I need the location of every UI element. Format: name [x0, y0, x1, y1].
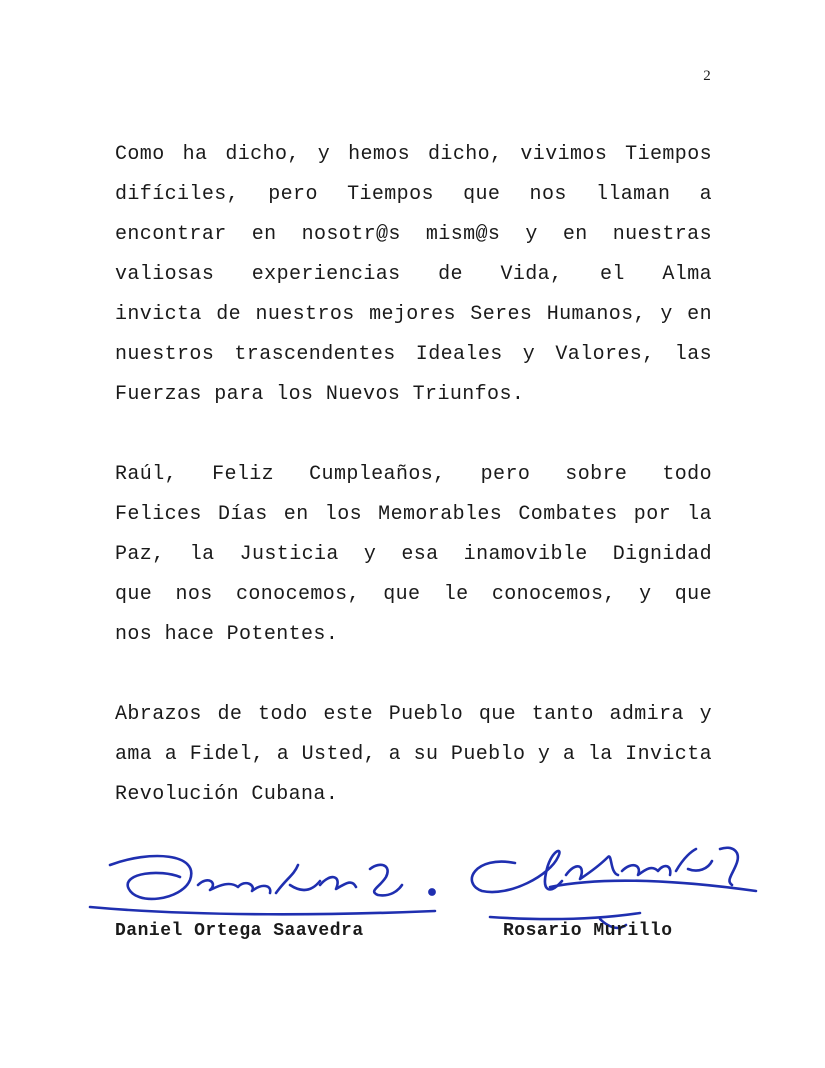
text-line: nuestros trascendentes Ideales y Valores, las [115, 343, 712, 366]
paragraph-2 [115, 455, 712, 655]
text-line: invicta de nuestros mejores Seres Humanos, y en [115, 303, 712, 326]
text-line: encontrar en nosotr@s mism@s y en nuestras [115, 223, 712, 246]
text-line: Felices Días en los Memorables Combates por la [115, 503, 712, 526]
paragraph-3 [115, 695, 712, 815]
text-line: Revolución Cubana. [115, 783, 339, 806]
text-line: difíciles, pero Tiempos que nos llaman a [115, 183, 712, 206]
paragraph-1 [115, 135, 712, 415]
text-line: ama a Fidel, a Usted, a su Pueblo y a la Invicta [115, 743, 712, 766]
text-line: Paz, la Justicia y esa inamovible Dignidad [115, 543, 712, 566]
text-line: valiosas experiencias de Vida, el Alma [115, 263, 712, 286]
page-number: 2 [703, 68, 711, 84]
signature-daniel-ortega [90, 856, 435, 914]
text-line: nos hace Potentes. [115, 623, 339, 646]
signer-name-daniel-ortega: Daniel Ortega Saavedra [115, 921, 364, 941]
signature-rosario-murillo [472, 848, 756, 928]
text-line: Fuerzas para los Nuevos Triunfos. [115, 383, 525, 406]
text-line: que nos conocemos, que le conocemos, y que [115, 583, 712, 606]
text-line: Abrazos de todo este Pueblo que tanto admira y [115, 703, 712, 726]
text-line: Como ha dicho, y hemos dicho, vivimos Tiempos [115, 143, 712, 166]
signature-block [80, 835, 780, 955]
text-line: Raúl, Feliz Cumpleaños, pero sobre todo [115, 463, 712, 486]
signer-name-rosario-murillo: Rosario Murillo [503, 921, 673, 941]
